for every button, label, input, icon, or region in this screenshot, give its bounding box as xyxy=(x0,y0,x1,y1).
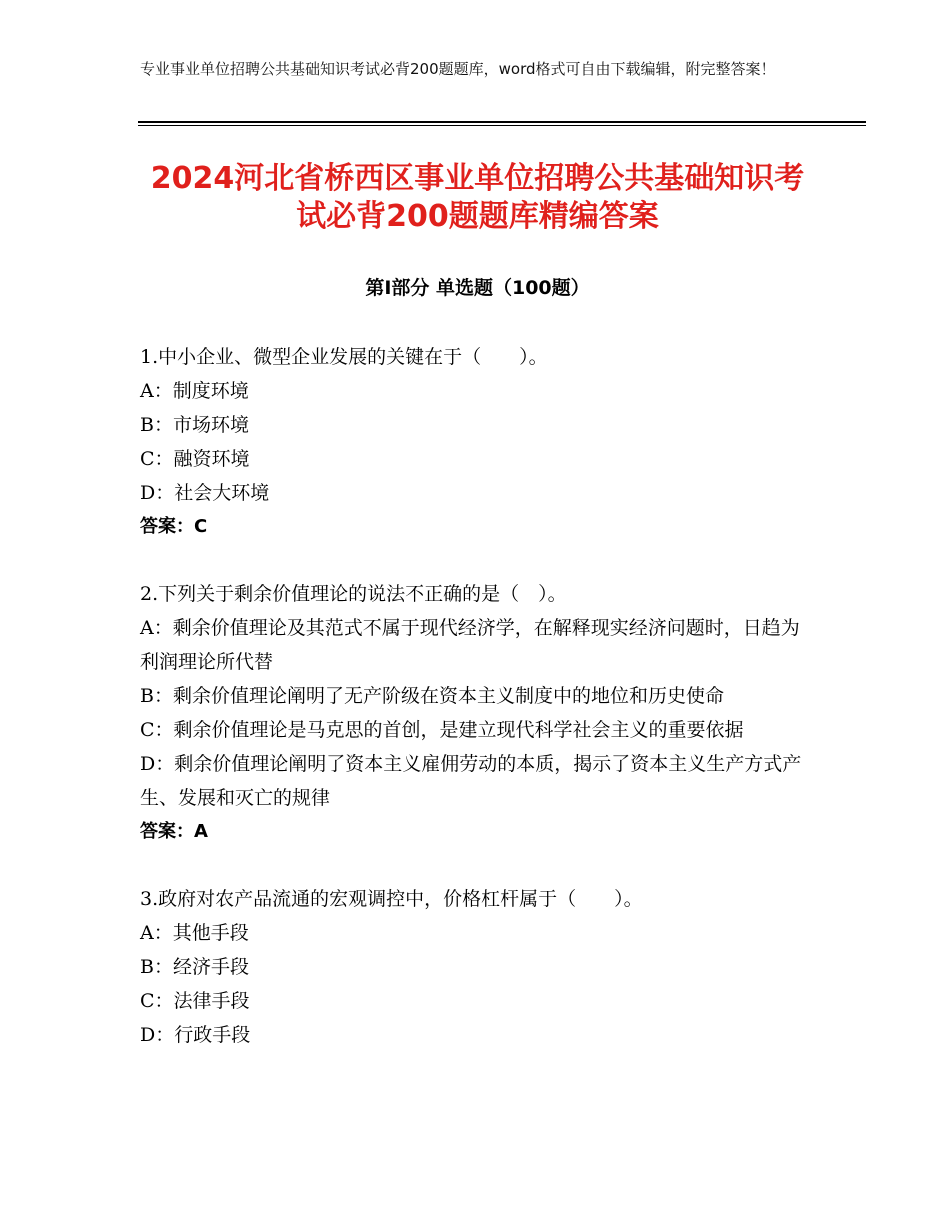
option-d: D：行政手段 xyxy=(140,1024,251,1046)
option-b: B：经济手段 xyxy=(140,956,249,978)
option-b: B：市场环境 xyxy=(140,414,249,436)
option-c: C：法律手段 xyxy=(140,990,250,1012)
option-b: B：剩余价值理论阐明了无产阶级在资本主义制度中的地位和历史使命 xyxy=(140,685,724,707)
section-title: 第Ⅰ部分 单选题（100题） xyxy=(365,277,590,299)
option-d: D：剩余价值理论阐明了资本主义雇佣劳动的本质，揭示了资本主义生产方式产生、发展和灭亡的规律 xyxy=(140,753,802,809)
answer: 答案：A xyxy=(140,821,208,842)
question-3 xyxy=(140,882,810,1052)
question-2 xyxy=(140,577,810,849)
header-note: 专业事业单位招聘公共基础知识考试必背200题题库，word格式可自由下载编辑，附完整答案！ xyxy=(140,60,776,78)
question-1 xyxy=(140,340,810,544)
answer: 答案：C xyxy=(140,516,208,537)
document-title: 2024河北省桥西区事业单位招聘公共基础知识考试必背200题题库精编答案 xyxy=(150,161,805,234)
option-a: A：剩余价值理论及其范式不属于现代经济学，在解释现实经济问题时，日趋为利润理论所代替 xyxy=(140,617,800,673)
option-c: C：融资环境 xyxy=(140,448,250,470)
option-a: A：其他手段 xyxy=(140,922,249,944)
question-list xyxy=(140,340,810,1085)
option-c: C：剩余价值理论是马克思的首创，是建立现代科学社会主义的重要依据 xyxy=(140,719,744,741)
question-stem: 2.下列关于剩余价值理论的说法不正确的是（ ）。 xyxy=(140,583,567,605)
option-d: D：社会大环境 xyxy=(140,482,270,504)
option-a: A：制度环境 xyxy=(140,380,249,402)
header-rule-thick xyxy=(138,121,866,123)
header-rule-thin xyxy=(138,125,866,126)
question-stem: 1.中小企业、微型企业发展的关键在于（ ）。 xyxy=(140,346,548,368)
question-stem: 3.政府对农产品流通的宏观调控中，价格杠杆属于（ ）。 xyxy=(140,888,643,910)
